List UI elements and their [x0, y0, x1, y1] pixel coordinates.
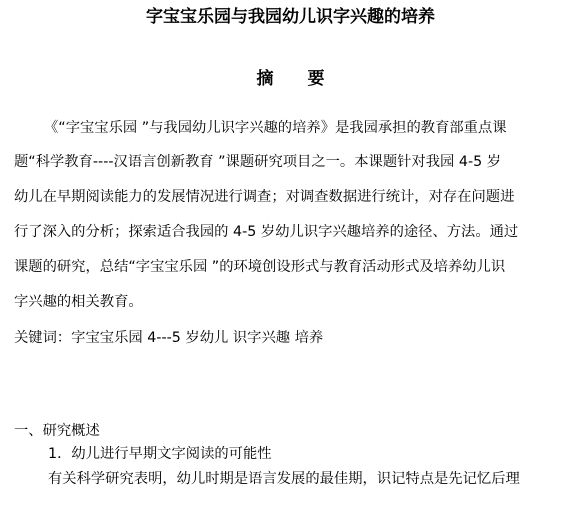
keywords-line: 关键词：字宝宝乐园 4---5 岁幼儿 识字兴趣 培养 — [14, 330, 324, 346]
abstract-line: 字兴趣的相关教育。 — [14, 294, 143, 310]
abstract-heading: 摘 要 — [256, 69, 339, 89]
abstract-line: 行了深入的分析；探索适合我园的 4-5 岁幼儿识字兴趣培养的途径、方法。通过 — [14, 224, 519, 240]
abstract-line: 课题的研究，总结“字宝宝乐园 ”的环境创设形式与教育活动形式及培养幼儿识 — [14, 259, 506, 275]
abstract-line: 《“字宝宝乐园 ”与我园幼儿识字兴趣的培养》是我园承担的教育部重点课 — [44, 120, 507, 136]
document-title: 字宝宝乐园与我园幼儿识字兴趣的培养 — [146, 7, 435, 27]
section-heading: 一、研究概述 — [14, 423, 100, 439]
subsection-heading: 1．幼儿进行早期文字阅读的可能性 — [48, 446, 272, 462]
paragraph-line: 有关科学研究表明，幼儿时期是语言发展的最佳期，识记特点是先记忆后理 — [48, 471, 520, 487]
abstract-line: 幼儿在早期阅读能力的发展情况进行调查；对调查数据进行统计，对存在问题进 — [14, 189, 515, 205]
abstract-line: 题“科学教育----汉语言创新教育 ”课题研究项目之一。本课题针对我园 4-5 岁 — [14, 154, 502, 170]
